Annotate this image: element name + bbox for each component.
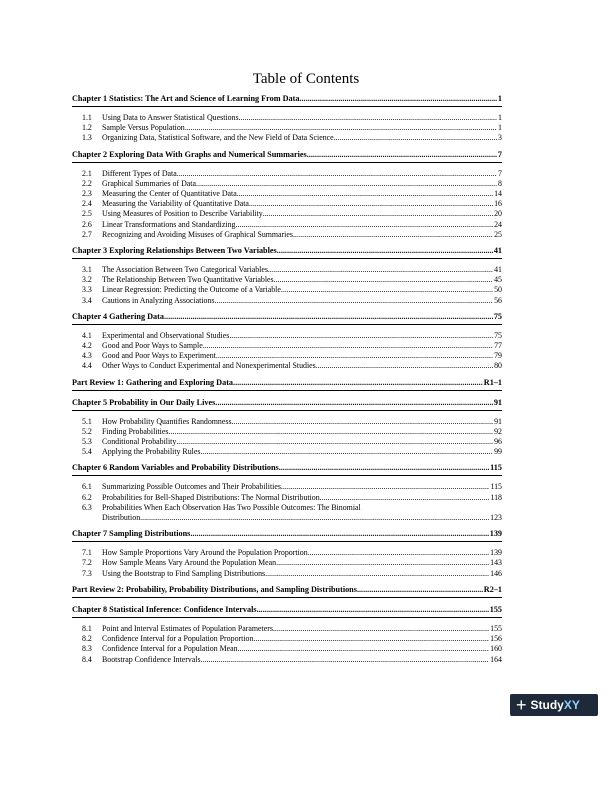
section-divider <box>72 597 502 598</box>
toc-entry[interactable] <box>72 285 502 295</box>
toc-leader-dots <box>201 655 490 665</box>
toc-heading-page: 41 <box>493 246 502 256</box>
toc-leader-dots <box>268 265 493 275</box>
toc-entry-number: 4.2 <box>82 341 92 351</box>
studyxy-logo[interactable] <box>510 694 598 716</box>
toc-entry-number: 2.7 <box>82 229 92 239</box>
toc-entry-number: 2.2 <box>82 178 92 188</box>
toc-entry-text: Linear Transformations and Standardizing <box>102 219 236 229</box>
toc-entry[interactable] <box>72 361 502 371</box>
toc-entry-number: 8.1 <box>82 623 92 633</box>
toc-heading-page: 91 <box>493 397 502 407</box>
toc-entry[interactable] <box>72 123 502 133</box>
toc-heading[interactable] <box>72 528 502 539</box>
logo-text-accent: XY <box>563 698 580 712</box>
toc-leader-dots <box>265 569 489 579</box>
toc-leader-dots <box>249 199 493 209</box>
toc-leader-dots <box>200 447 493 457</box>
toc-entry-text: Confidence Interval for a Population Proportion <box>102 634 254 644</box>
toc-leader-dots <box>281 285 493 295</box>
toc-entry[interactable] <box>72 189 502 199</box>
toc-entry-page: 118 <box>490 492 502 502</box>
toc-entry-number: 2.5 <box>82 209 92 219</box>
toc-entry-page: 3 <box>498 133 502 143</box>
toc-entry-number: 4.4 <box>82 361 92 371</box>
logo-text-main: Study <box>530 698 564 712</box>
page-title: Table of Contents <box>252 71 360 87</box>
toc-leader-dots <box>176 437 493 447</box>
toc-heading-page: 139 <box>489 529 502 539</box>
toc-entry-text: Sample Versus Population <box>102 123 185 133</box>
toc-entry-text: Bootstrap Confidence Intervals <box>102 654 201 664</box>
toc-entry-number: 7.1 <box>82 548 92 558</box>
toc-leader-dots <box>257 604 489 615</box>
section-divider <box>72 324 502 325</box>
toc-entry[interactable] <box>72 655 502 665</box>
toc-entry-number: 7.3 <box>82 568 92 578</box>
toc-leader-dots <box>140 513 489 523</box>
toc-leader-dots <box>334 133 497 143</box>
toc-entry[interactable] <box>72 427 502 437</box>
toc-entry-page: 96 <box>494 437 502 447</box>
toc-entry-number: 5.2 <box>82 426 92 436</box>
toc-leader-dots <box>357 584 483 595</box>
toc-entry-page: 160 <box>490 644 502 654</box>
toc-heading[interactable] <box>72 462 502 473</box>
toc-entry-text: Using the Bootstrap to Find Sampling Distributions <box>102 568 266 578</box>
toc-entry[interactable] <box>72 493 502 503</box>
toc-entry-number: 4.3 <box>82 351 92 361</box>
toc-entry-text: Measuring the Variability of Quantitative Data <box>102 199 249 209</box>
section-spacer <box>72 523 502 526</box>
toc-entry[interactable] <box>72 331 502 341</box>
toc-leader-dots <box>215 397 493 408</box>
toc-heading-text: Chapter 7 Sampling Distributions <box>72 529 191 539</box>
toc-entry-text: Summarizing Possible Outcomes and Their Probabilities <box>102 482 281 492</box>
toc-entry-number: 6.3 <box>82 502 92 512</box>
toc-leader-dots <box>253 634 489 644</box>
toc-leader-dots <box>164 311 493 322</box>
toc-entry[interactable] <box>72 169 502 179</box>
section-spacer <box>72 665 502 668</box>
toc-entry-number: 3.1 <box>82 265 92 275</box>
toc-entry-page: 91 <box>494 416 502 426</box>
toc-heading-text: Part Review 2: Probability, Probability Distributions, and Sampling Distributions <box>72 584 357 594</box>
toc-heading[interactable] <box>72 245 502 256</box>
toc-heading-page: 1 <box>497 94 502 103</box>
toc-entry-number: 2.1 <box>82 168 92 178</box>
toc-leader-dots <box>307 149 497 160</box>
toc-heading-text: Chapter 3 Exploring Relationships Between Two Variables <box>72 246 277 256</box>
toc-entry[interactable] <box>72 569 502 579</box>
toc-entry-page: 20 <box>494 209 502 219</box>
toc-leader-dots <box>279 462 489 473</box>
toc-leader-dots <box>293 230 493 240</box>
toc-entry-page: 16 <box>494 199 502 209</box>
toc-entry-page: 139 <box>490 548 502 558</box>
section-divider <box>72 106 502 107</box>
toc-leader-dots <box>190 528 488 539</box>
toc-entry[interactable] <box>72 503 502 523</box>
toc-entry[interactable] <box>72 634 502 644</box>
toc-entry[interactable] <box>72 265 502 275</box>
toc-leader-dots <box>316 361 493 371</box>
toc-entry-text: How Probability Quantifies Randomness <box>102 416 232 426</box>
toc-leader-dots <box>273 624 489 634</box>
toc-heading-text: Chapter 6 Random Variables and Probability Distributions <box>72 463 279 473</box>
toc-entry-text: Organizing Data, Statistical Software, and the New Field of Data Science <box>102 133 334 143</box>
toc-leader-dots <box>299 93 496 104</box>
toc-entry-page: 24 <box>494 219 502 229</box>
toc-entry[interactable] <box>72 199 502 209</box>
toc-entry-page: 25 <box>494 229 502 239</box>
toc-entry[interactable] <box>72 417 502 427</box>
plus-icon: + <box>516 695 527 715</box>
toc-leader-dots <box>203 341 493 351</box>
section-divider <box>72 162 502 163</box>
toc-entry[interactable] <box>72 437 502 447</box>
toc-entry-page: 146 <box>490 568 502 578</box>
section-divider <box>72 475 502 476</box>
toc-entry-text: Graphical Summaries of Data <box>102 178 196 188</box>
toc-entry-text: Probabilities for Bell-Shaped Distributions: The Normal Distribution <box>102 492 320 502</box>
toc-leader-dots <box>232 417 494 427</box>
section-spacer <box>72 579 502 582</box>
toc-entry-text: How Sample Proportions Vary Around the Population Proportion <box>102 548 308 558</box>
section-spacer <box>72 457 502 460</box>
toc-entry-number: 5.3 <box>82 437 92 447</box>
toc-leader-dots <box>237 189 493 199</box>
toc-entry[interactable] <box>72 351 502 361</box>
toc-entry-page: 155 <box>490 623 502 633</box>
toc-heading[interactable] <box>72 604 502 615</box>
toc-heading-page: R1–1 <box>483 377 502 387</box>
toc-entry[interactable] <box>72 209 502 219</box>
toc-entry-number: 3.4 <box>82 295 92 305</box>
toc-entry-page: 1 <box>498 113 502 122</box>
toc-entry-page: 8 <box>498 178 502 188</box>
toc-entry-number: 6.2 <box>82 492 92 502</box>
toc-entry-text: Applying the Probability Rules <box>102 447 201 457</box>
toc-leader-dots <box>235 220 493 230</box>
section-divider <box>72 410 502 411</box>
toc-heading-page: 155 <box>489 604 502 614</box>
toc-entry-text: Using Measures of Position to Describe Variability <box>102 209 263 219</box>
toc-leader-dots <box>239 113 498 123</box>
toc-leader-dots <box>276 558 489 568</box>
toc-entry-text: Good and Poor Ways to Sample <box>102 341 203 351</box>
toc-entry-number: 5.4 <box>82 447 92 457</box>
toc-entry-text: The Relationship Between Two Quantitative Variables <box>102 275 274 285</box>
toc-entry-text: The Association Between Two Categorical Variables <box>102 265 268 275</box>
toc-entry-text: Other Ways to Conduct Experimental and Nonexperimental Studies <box>102 361 316 371</box>
toc-heading-text: Chapter 2 Exploring Data With Graphs and Numerical Summaries <box>72 149 307 159</box>
toc-heading-page: 75 <box>493 311 502 321</box>
toc-heading-page: 115 <box>490 463 502 473</box>
toc-heading-page: 7 <box>497 149 502 159</box>
toc-entry-number: 8.2 <box>82 634 92 644</box>
toc-entry-number: 1.2 <box>82 123 92 133</box>
toc-entry-text: Using Data to Answer Statistical Questions <box>102 113 239 122</box>
toc-entry-text: Confidence Interval for a Population Mean <box>102 644 238 654</box>
toc-entry-line2 <box>72 513 502 523</box>
toc-leader-dots <box>308 548 489 558</box>
toc-entry-number: 2.3 <box>82 189 92 199</box>
toc-entry-page: 123 <box>490 513 502 523</box>
toc-leader-dots <box>168 427 493 437</box>
toc-entry-page: 75 <box>494 330 502 340</box>
toc-entry-page: 143 <box>490 558 502 568</box>
toc-entry[interactable] <box>72 113 502 123</box>
toc-entry-text: Experimental and Observational Studies <box>102 330 230 340</box>
toc-leader-dots <box>281 482 490 492</box>
section-spacer <box>72 372 502 375</box>
toc-leader-dots <box>277 245 493 256</box>
toc-entry-number: 1.3 <box>82 133 92 143</box>
toc-entry-page: 164 <box>490 654 502 664</box>
toc-leader-dots <box>214 296 493 306</box>
toc-entry[interactable] <box>72 644 502 654</box>
toc-entry[interactable] <box>72 447 502 457</box>
toc-entry-page: 45 <box>494 275 502 285</box>
toc-entry-page: 1 <box>498 123 502 133</box>
toc-heading[interactable] <box>72 377 502 388</box>
toc-leader-dots <box>263 209 493 219</box>
toc-entry-text: Good and Poor Ways to Experiment <box>102 351 216 361</box>
toc-entry-number: 3.3 <box>82 285 92 295</box>
toc-heading[interactable] <box>72 93 502 104</box>
toc-entry-line1 <box>72 503 502 513</box>
toc-entry-text: Cautions in Analyzing Associations <box>102 295 215 305</box>
toc-entry-page: 50 <box>494 285 502 295</box>
toc-entry-page: 14 <box>494 189 502 199</box>
toc-entry-text: Recognizing and Avoiding Misuses of Graphical Summaries <box>102 229 293 239</box>
toc-heading-page: R2–1 <box>483 584 502 594</box>
toc-entry-page: 79 <box>494 351 502 361</box>
toc-entry[interactable] <box>72 624 502 634</box>
toc-entry-page: 41 <box>494 265 502 275</box>
section-divider <box>72 258 502 259</box>
toc-entry[interactable] <box>72 179 502 189</box>
toc-entry-text: Conditional Probability <box>102 437 177 447</box>
toc-heading[interactable] <box>72 149 502 160</box>
toc-entry[interactable] <box>72 230 502 240</box>
toc-entry-number: 5.1 <box>82 416 92 426</box>
toc-entry[interactable] <box>72 548 502 558</box>
toc-entry-number: 8.4 <box>82 654 92 664</box>
toc-leader-dots <box>196 179 497 189</box>
section-spacer <box>72 240 502 243</box>
toc-entry-number: 4.1 <box>82 330 92 340</box>
toc-heading-text: Part Review 1: Gathering and Exploring Data <box>72 377 234 387</box>
toc-entry[interactable] <box>72 482 502 492</box>
toc-entry-number: 7.2 <box>82 558 92 568</box>
toc-entry-number: 1.1 <box>82 113 92 122</box>
toc-entry[interactable] <box>72 275 502 285</box>
toc-entry-page: 7 <box>498 168 502 178</box>
toc-entry-text: How Sample Means Vary Around the Population Mean <box>102 558 277 568</box>
toc-entry-number: 2.6 <box>82 219 92 229</box>
toc-leader-dots <box>320 493 490 503</box>
toc-heading-text: Chapter 8 Statistical Inference: Confidence Intervals <box>72 604 257 614</box>
toc-leader-dots <box>229 331 493 341</box>
section-spacer <box>72 306 502 309</box>
toc-entry[interactable] <box>72 220 502 230</box>
section-spacer <box>72 144 502 147</box>
toc-entry-page: 92 <box>494 426 502 436</box>
toc-entry[interactable] <box>72 296 502 306</box>
toc-entry-text: Different Types of Data <box>102 168 177 178</box>
toc-entry-page: 156 <box>490 634 502 644</box>
toc-entry-page: 115 <box>490 482 502 492</box>
toc-entry-number: 8.3 <box>82 644 92 654</box>
toc-leader-dots <box>177 169 497 179</box>
toc-leader-dots <box>238 644 490 654</box>
toc-entry-number: 3.2 <box>82 275 92 285</box>
toc-leader-dots <box>274 275 493 285</box>
toc-entry-page: 77 <box>494 341 502 351</box>
toc-heading-text: Chapter 1 Statistics: The Art and Science of Learning From Data <box>72 94 300 103</box>
table-of-contents <box>72 93 502 668</box>
toc-entry-text: Linear Regression: Predicting the Outcome of a Variable <box>102 285 281 295</box>
toc-heading[interactable] <box>72 584 502 595</box>
toc-entry-text: Measuring the Center of Quantitative Data <box>102 189 237 199</box>
toc-entry-text: Finding Probabilities <box>102 426 169 436</box>
toc-entry[interactable] <box>72 558 502 568</box>
toc-heading[interactable] <box>72 311 502 322</box>
toc-entry-text: Probabilities When Each Observation Has Two Possible Outcomes: The Binomial <box>102 502 361 512</box>
toc-entry-number: 2.4 <box>82 199 92 209</box>
toc-entry-number: 6.1 <box>82 482 92 492</box>
section-divider <box>72 617 502 618</box>
toc-entry-page: 56 <box>494 295 502 305</box>
toc-heading[interactable] <box>72 397 502 408</box>
toc-entry-text-cont: Distribution <box>102 513 141 523</box>
section-divider <box>72 541 502 542</box>
toc-leader-dots <box>233 377 483 388</box>
toc-heading-text: Chapter 4 Gathering Data <box>72 311 164 321</box>
toc-entry[interactable] <box>72 341 502 351</box>
toc-entry[interactable] <box>72 133 502 143</box>
toc-entry-text: Point and Interval Estimates of Population Parameters <box>102 623 273 633</box>
toc-leader-dots <box>216 351 493 361</box>
section-divider <box>72 390 502 391</box>
toc-entry-page: 80 <box>494 361 502 371</box>
toc-leader-dots <box>185 123 497 133</box>
toc-entry-page: 99 <box>494 447 502 457</box>
toc-heading-text: Chapter 5 Probability in Our Daily Lives <box>72 397 216 407</box>
